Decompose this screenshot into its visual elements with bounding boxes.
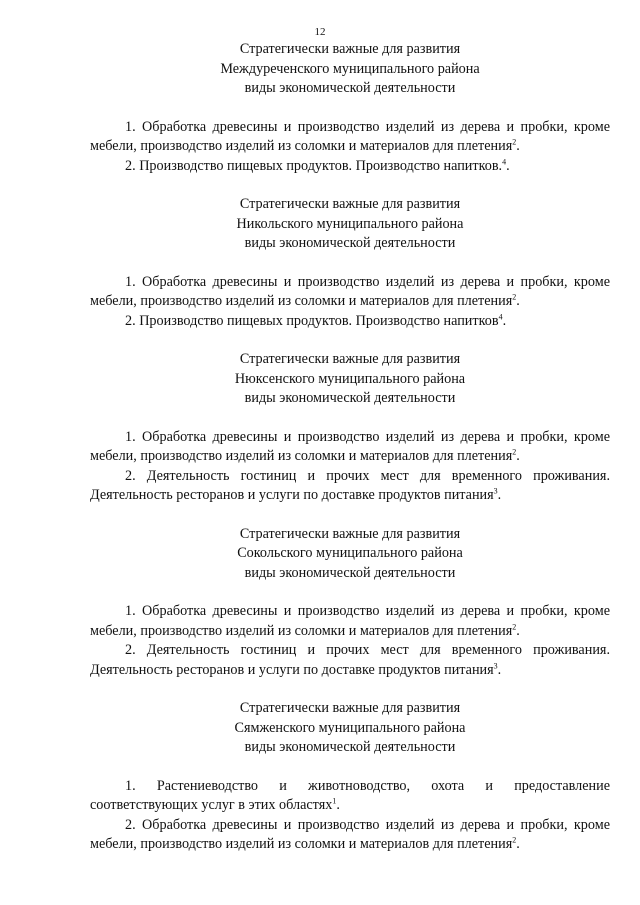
footnote-mark: 1 (332, 796, 337, 806)
footnote-mark: 4 (502, 156, 507, 166)
heading-line: Стратегически важные для развития (239, 41, 461, 57)
heading-line: Междуреченского муниципального района (220, 60, 480, 77)
heading-line: Стратегически важные для развития (239, 525, 461, 542)
heading-line: виды экономической деятельности (244, 390, 456, 406)
heading-line: виды экономической деятельности (244, 739, 456, 755)
page-number: 12 (314, 26, 326, 38)
footnote-mark: 3 (493, 660, 498, 670)
list-item: 1. Обработка древесины и производство изделий из дерева и пробки, кроме мебели, производство изделий из соломки и материалов для плетения$^2$. (90, 273, 610, 309)
heading-line: виды экономической деятельности (244, 235, 456, 251)
heading-line: Стратегически важные для развития (239, 351, 461, 367)
section-heading (90, 350, 610, 409)
list-item: 2. Деятельность гостиниц и прочих мест для временного проживания. Деятельность ресторанов и услуги по доставке продуктов питания$^3$. (90, 642, 610, 678)
section-nikolsky (90, 195, 610, 331)
activity-list (90, 428, 610, 506)
footnote-mark: 4 (498, 311, 503, 321)
heading-line: Никольского муниципального района (236, 215, 464, 232)
list-item: 2. Производство пищевых продуктов. Производство напитков$^4$. (125, 311, 507, 329)
heading-line: виды экономической деятельности (244, 564, 456, 581)
list-item: 1. Обработка древесины и производство изделий из дерева и пробки, кроме мебели, производство изделий из соломки и материалов для плетения$^2$. (90, 118, 610, 154)
document-body (90, 40, 610, 874)
list-item: 2. Деятельность гостиниц и прочих мест для временного проживания. Деятельность ресторанов и услуги по доставке продуктов питания$^3$. (90, 467, 610, 503)
activity-list (90, 777, 610, 855)
activity-list (90, 273, 610, 332)
footnote-mark: 3 (493, 486, 498, 496)
heading-line: Сямженского муниципального района (234, 719, 466, 736)
footnote-mark: 2 (512, 621, 517, 631)
section-heading (90, 525, 610, 584)
section-mezhdurechensky (90, 40, 610, 176)
heading-line: Стратегически важные для развития (239, 196, 461, 212)
list-item: 2. Обработка древесины и производство изделий из дерева и пробки, кроме мебели, производство изделий из соломки и материалов для плетения$^2$. (90, 816, 610, 852)
footnote-mark: 2 (512, 835, 517, 845)
heading-line: Стратегически важные для развития (239, 700, 461, 716)
section-nyuksensky (90, 350, 610, 506)
footnote-mark: 2 (512, 447, 517, 457)
list-item: 1. Растениеводство и животноводство, охота и предоставление соответствующих услуг в этих областях$^1$. (90, 777, 610, 813)
section-sokolsky (90, 525, 610, 681)
heading-line: Сокольского муниципального района (237, 545, 463, 561)
section-syamzhensky (90, 699, 610, 855)
list-item: 1. Обработка древесины и производство изделий из дерева и пробки, кроме мебели, производство изделий из соломки и материалов для плетения$^2$. (90, 603, 610, 639)
list-item: 2. Производство пищевых продуктов. Производство напитков.$^4$. (125, 156, 510, 174)
section-heading (90, 699, 610, 758)
section-heading (90, 195, 610, 254)
footnote-mark: 2 (512, 292, 517, 302)
footnote-mark: 2 (512, 137, 517, 147)
heading-line: виды экономической деятельности (244, 80, 456, 96)
heading-line: Нюксенского муниципального района (234, 370, 466, 387)
section-heading (90, 40, 610, 99)
activity-list (90, 602, 610, 680)
list-item: 1. Обработка древесины и производство изделий из дерева и пробки, кроме мебели, производство изделий из соломки и материалов для плетения$^2$. (90, 428, 610, 464)
activity-list (90, 118, 610, 177)
